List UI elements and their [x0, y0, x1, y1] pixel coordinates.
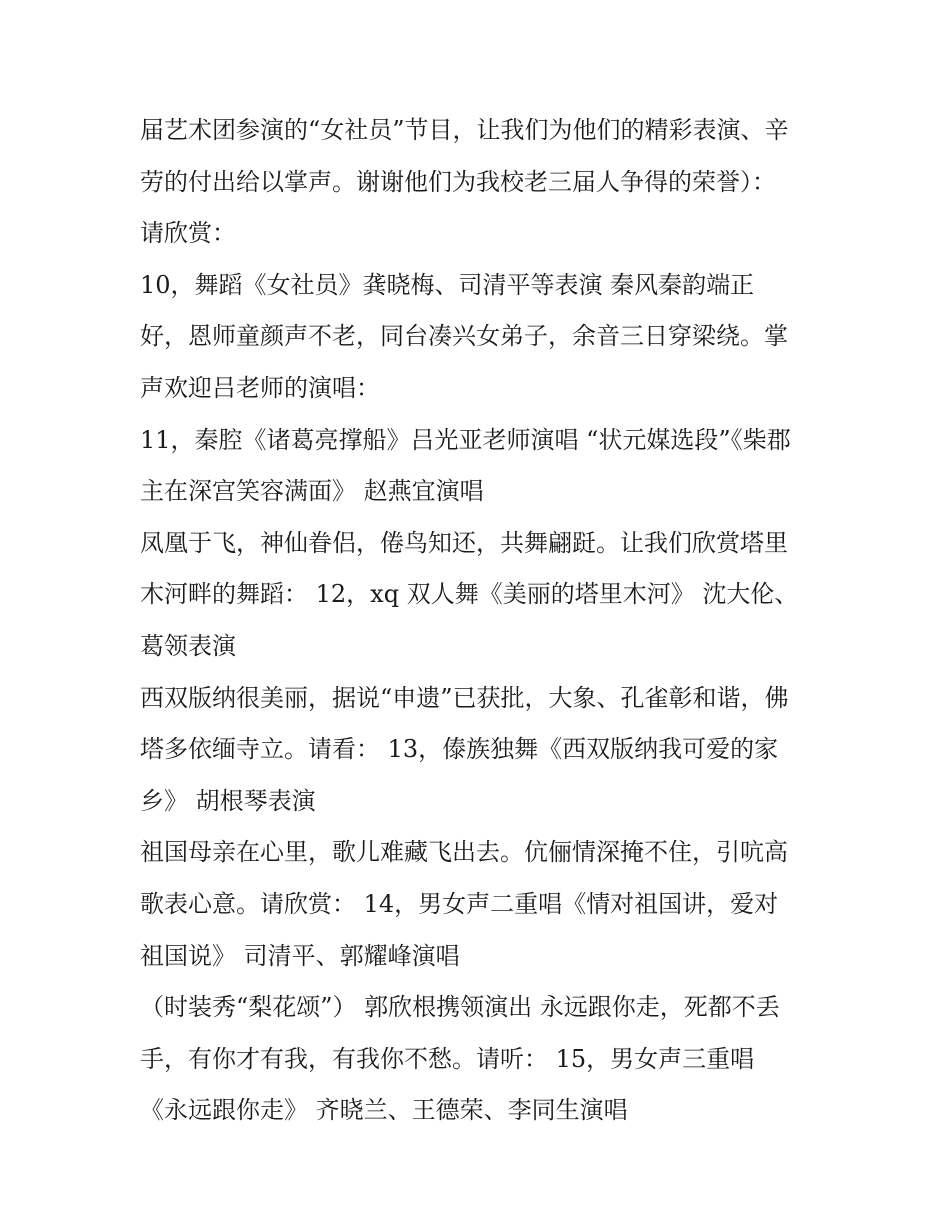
- text-line: （时装秀“梨花颂”） 郭欣根携领演出 永远跟你走，死都不丢: [140, 993, 780, 1022]
- text-line: 声欢迎吕老师的演唱：: [140, 373, 380, 402]
- text-line: 乡》 胡根琴表演: [140, 786, 316, 815]
- text-line: 手，有你才有我，有我你不愁。请听： 15，男女声三重唱: [140, 1044, 755, 1073]
- document-text: [140, 105, 820, 1137]
- text-line: 葛领表演: [140, 631, 236, 660]
- text-line: 塔多依缅寺立。请看： 13，傣族独舞《西双版纳我可爱的家: [140, 735, 779, 764]
- text-line: 主在深宫笑容满面》 赵燕宜演唱: [140, 477, 484, 506]
- text-line: 木河畔的舞蹈： 12，xq 双人舞《美丽的塔里木河》 沈大伦、: [140, 580, 799, 609]
- text-line: 凤凰于飞，神仙眷侣，倦鸟知还，共舞翩跹。让我们欣赏塔里: [140, 528, 788, 557]
- text-line: 祖国母亲在心里，歌儿难藏飞出去。伉俪情深掩不住，引吭高: [140, 838, 788, 867]
- text-line: 10，舞蹈《女社员》龚晓梅、司清平等表演 秦风秦韵端正: [140, 270, 755, 299]
- text-line: 《永远跟你走》 齐晓兰、王德荣、李同生演唱: [140, 1096, 628, 1125]
- text-line: 11，秦腔《诸葛亮撑船》吕光亚老师演唱 “状元媒选段”《柴郡: [140, 425, 791, 454]
- text-line: 西双版纳很美丽，据说“申遗”已获批，大象、孔雀彰和谐，佛: [140, 683, 789, 712]
- text-line: 劳的付出给以掌声。谢谢他们为我校老三届人争得的荣誉）：: [140, 167, 776, 196]
- text-line: 祖国说》 司清平、郭耀峰演唱: [140, 941, 460, 970]
- text-line: 歌表心意。请欣赏： 14，男女声二重唱《情对祖国讲，爱对: [140, 889, 779, 918]
- text-line: 请欣赏：: [140, 219, 236, 248]
- text-line: 届艺术团参演的“女社员”节目，让我们为他们的精彩表演、辛: [140, 116, 789, 144]
- text-line: 好，恩师童颜声不老，同台凑兴女弟子，余音三日穿梁绕。掌: [140, 322, 788, 351]
